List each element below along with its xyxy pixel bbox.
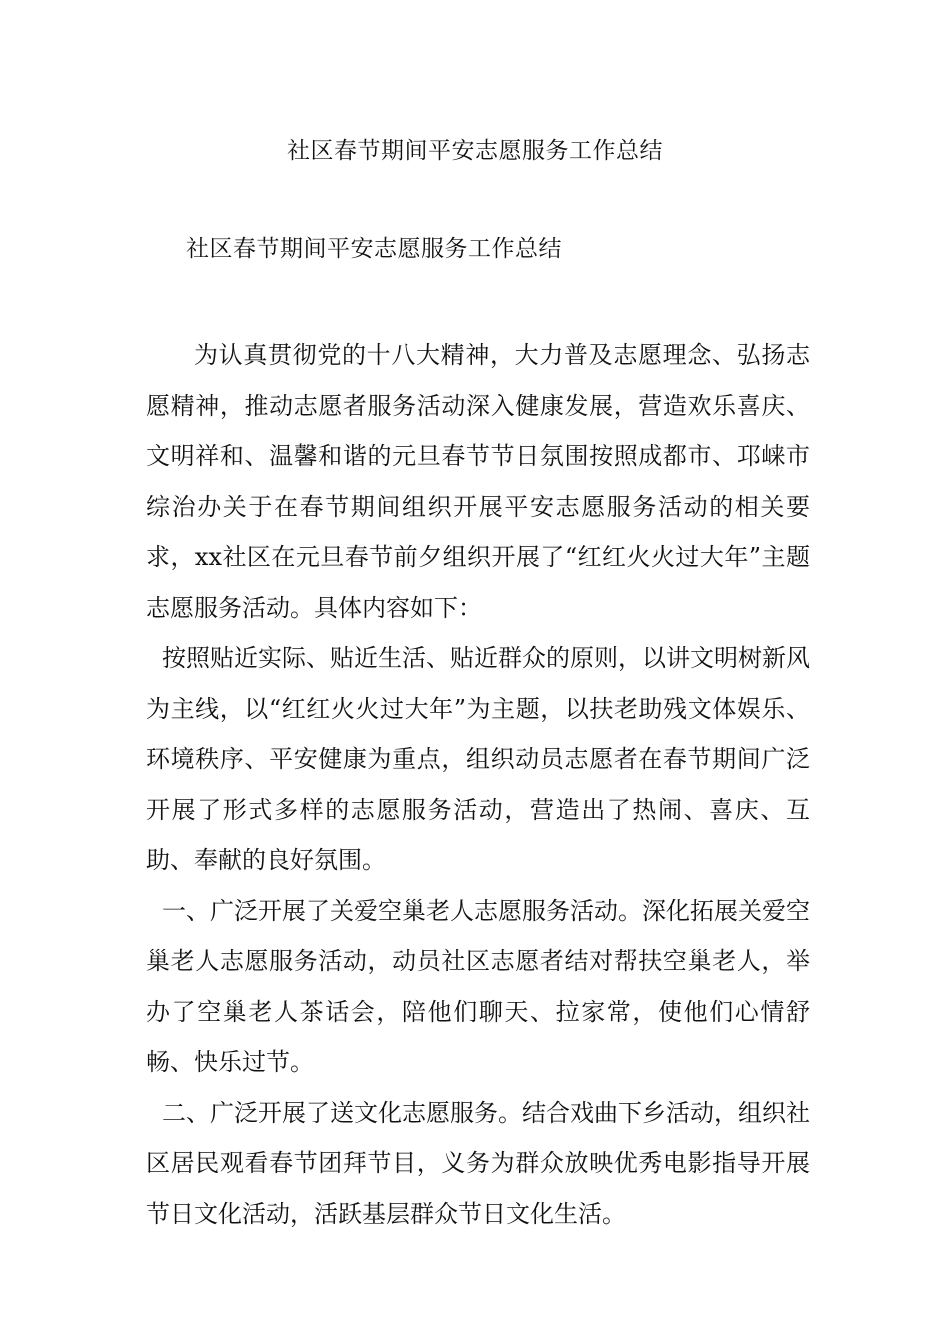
document-body: [146, 330, 810, 1239]
document-subtitle: 社区春节期间平安志愿服务工作总结: [186, 236, 562, 262]
paragraph-principle: 按照贴近实际、贴近生活、贴近群众的原则，以讲文明树新风为主线，以“红红火火过大年”为主题，以扶老助残文体娱乐、环境秩序、平安健康为重点，组织动员志愿者在春节期间广泛开展了形式多样的志愿服务活动，营造出了热闹、喜庆、互助、奉献的良好氛围。: [146, 644, 810, 874]
paragraph-section-two: 二、广泛开展了送文化志愿服务。结合戏曲下乡活动，组织社区居民观看春节团拜节目，义务为群众放映优秀电影指导开展节日文化活动，活跃基层群众节日文化生活。: [146, 1098, 810, 1228]
paragraph-intro: 为认真贯彻党的十八大精神，大力普及志愿理念、弘扬志愿精神，推动志愿者服务活动深入健康发展，营造欢乐喜庆、文明祥和、温馨和谐的元旦春节节日氛围按照成都市、邛崃市综治办关于在春节期间组织开展平安志愿服务活动的相关要求，xx社区在元旦春节前夕组织开展了“红红火火过大年”主题志愿服务活动。具体内容如下：: [146, 341, 810, 622]
document-title: 社区春节期间平安志愿服务工作总结: [287, 138, 663, 164]
paragraph-section-one: 一、广泛开展了关爱空巢老人志愿服务活动。深化拓展关爱空巢老人志愿服务活动，动员社区志愿者结对帮扶空巢老人，举办了空巢老人茶话会，陪他们聊天、拉家常，使他们心情舒畅、快乐过节。: [146, 896, 810, 1076]
